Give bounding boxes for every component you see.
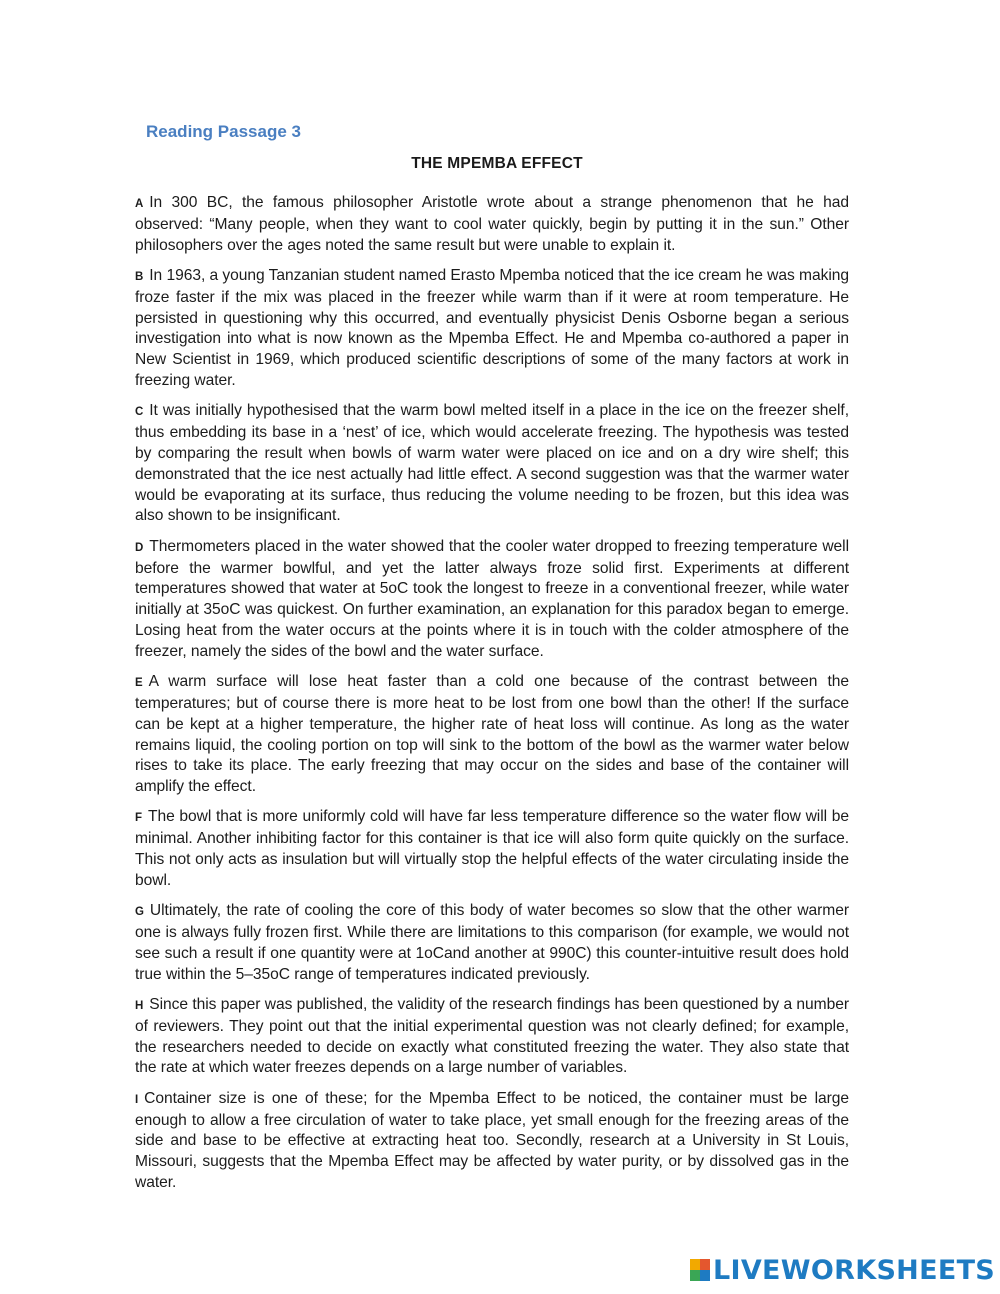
paragraph-e — [135, 672, 849, 798]
paragraph-letter: G — [135, 906, 144, 919]
paragraph-text: A warm surface will lose heat faster than a cold one because of the contrast between the temperatures; but of course there is more heat to be lost from one bowl than the other! If the surface can be kept at a higher temperature, the higher rate of heat loss will continue. As long as the water remains liquid, the cooling portion on top will sink to the bottom of the bowl as the warmer water below rises to take its place. The early freezing that may occur on the sides and base of the container will amplify the effect. — [135, 673, 849, 796]
paragraph-f — [135, 807, 849, 891]
section-label: Reading Passage 3 — [146, 122, 301, 141]
paragraph-text: In 300 BC, the famous philosopher Aristotle wrote about a strange phenomenon that he had observed: “Many people, when they want to cool water quickly, begin by putting it in the sun.” Other philosophers over the ages noted the same result but were unable to explain it. — [135, 194, 849, 254]
paragraph-text: It was initially hypothesised that the warm bowl melted itself in a place in the ice on the freezer shelf, thus embedding its base in a ‘nest’ of ice, which would accelerate freezing. The hypothesis was tested by comparing the result when bowls of warm water were placed on ice and on a dry wire shelf; this demonstrated that the ice nest actually had little effect. A second suggestion was that the warmer water would be evaporating at its surface, thus reducing the volume needing to be frozen, but this idea was also shown to be insignificant. — [135, 402, 849, 525]
paragraph-text: The bowl that is more uniformly cold will have far less temperature difference so the water flow will be minimal. Another inhibiting factor for this container is that ice will also form quite quickly on the surface. This not only acts as insulation but will virtually stop the helpful effects of the water circulating inside the bowl. — [135, 808, 849, 889]
paragraph-letter: A — [135, 198, 144, 210]
paragraph-g — [135, 901, 849, 985]
paragraph-letter: H — [135, 1000, 144, 1013]
paragraph-letter: E — [135, 677, 143, 690]
liveworksheets-logo-icon — [690, 1259, 710, 1281]
paragraph-letter: B — [135, 270, 144, 283]
paragraph-letter: F — [135, 812, 142, 825]
paragraph-text: Thermometers placed in the water showed that the cooler water dropped to freezing temperature well before the warmer bowlful, and yet the latter always froze solid first. Experiments at different temperatures showed that water at 5oC took the longest to freeze in a conventional freezer, while water initially at 35oC was quickest. On further examination, an explanation for this paradox began to emerge. Losing heat from the water occurs at the points where it is in touch with the colder atmosphere of the freezer, namely the sides of the bowl and the water surface. — [135, 537, 849, 660]
paragraph-text: In 1963, a young Tanzanian student named Erasto Mpemba noticed that the ice cream he was making froze faster if the mix was placed in the freezer while warm than if it were at room temperature. He persisted in questioning why this occurred, and eventually physicist Denis Osborne began a serious investigation into what is now known as the Mpemba Effect. He and Mpemba co-authored a paper in New Scientist in 1969, which produced scientific descriptions of some of the many factors at work in freezing water. — [135, 266, 849, 389]
paragraph-letter: I — [135, 1093, 139, 1106]
paragraph-d — [135, 537, 849, 663]
passage-title: THE MPEMBA EFFECT — [411, 155, 583, 172]
passage-body — [135, 193, 849, 1203]
paragraph-b — [135, 266, 849, 392]
paragraph-letter: D — [135, 541, 144, 554]
liveworksheets-logo[interactable] — [690, 1255, 995, 1285]
paragraph-letter: C — [135, 406, 144, 419]
paragraph-i — [135, 1089, 849, 1194]
paragraph-a — [135, 193, 849, 256]
paragraph-text: Ultimately, the rate of cooling the core of this body of water becomes so slow that the other warmer one is always fully frozen first. While there are limitations to this comparison (for example, we would not see such a result if one quantity were at 1oCand another at 990C) this counter-intuitive result does hold true within the 5–35oC range of temperatures indicated previously. — [135, 902, 849, 983]
paragraph-text: Since this paper was published, the validity of the research findings has been questioned by a number of reviewers. They point out that the initial experimental question was not clearly defined; for example, the researchers needed to decide on exactly what constituted freezing the water. They also state that the rate at which water freezes depends on a large number of variables. — [135, 996, 849, 1077]
liveworksheets-logo-text: LIVEWORKSHEETS — [713, 1254, 996, 1286]
paragraph-c — [135, 401, 849, 527]
paragraph-h — [135, 995, 849, 1079]
paragraph-text: Container size is one of these; for the Mpemba Effect to be noticed, the container must be large enough to allow a free circulation of water to take place, yet small enough for the freezing areas of the side and base to be effective at extracting heat too. Secondly, research at a University in St Louis, Missouri, suggests that the Mpemba Effect may be affected by water purity, or by dissolved gas in the water. — [135, 1089, 849, 1192]
